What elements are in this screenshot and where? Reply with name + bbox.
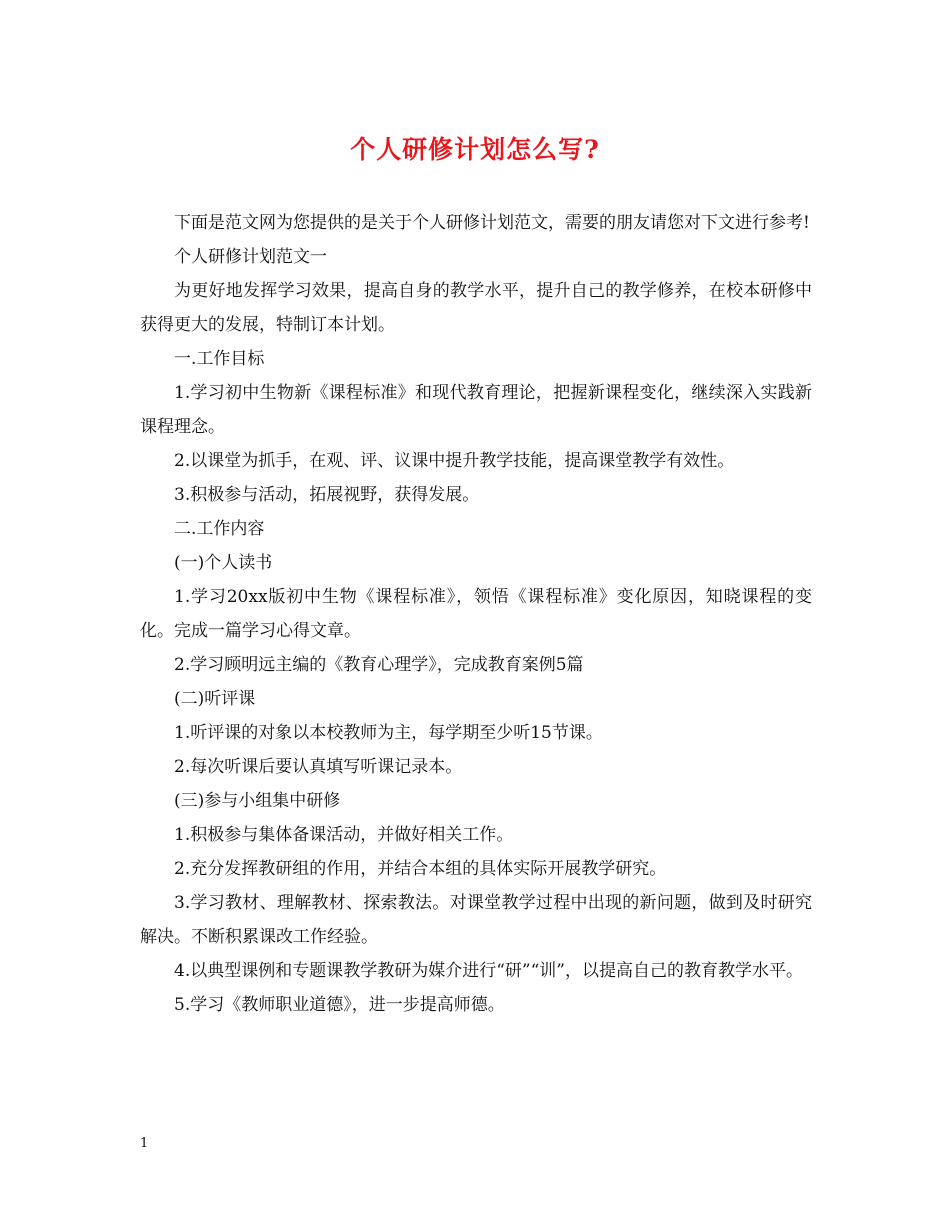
group-study-item-1: 1.积极参与集体备课活动，并做好相关工作。 bbox=[174, 825, 514, 845]
paragraph-intro: 下面是范文网为您提供的是关于个人研修计划范文，需要的朋友请您对下文进行参考! bbox=[174, 213, 810, 233]
page-number: 1 bbox=[140, 1136, 149, 1151]
goal-item-3: 3.积极参与活动，拓展视野，获得发展。 bbox=[174, 485, 480, 505]
lesson-review-item-1: 1.听评课的对象以本校教师为主，每学期至少听15节课。 bbox=[174, 723, 603, 743]
group-study-item-4: 4.以典型课例和专题课教学教研为媒介进行“研”“训”，以提高自己的教育教学水平。 bbox=[174, 961, 803, 981]
page-title: 个人研修计划怎么写? bbox=[350, 135, 600, 164]
subsection-heading-lesson-review: (二)听评课 bbox=[174, 689, 256, 709]
lesson-review-item-2: 2.每次听课后要认真填写听课记录本。 bbox=[174, 757, 463, 777]
section-heading-goals: 一.工作目标 bbox=[174, 349, 265, 369]
paragraph-purpose: 为更好地发挥学习效果，提高自身的教学水平，提升自己的教学修养，在校本研修中获得更大的发展，特制订本计划。 bbox=[140, 281, 812, 335]
goal-item-1: 1.学习初中生物新《课程标准》和现代教育理论，把握新课程变化，继续深入实践新课程理念。 bbox=[140, 383, 812, 437]
goal-item-2: 2.以课堂为抓手，在观、评、议课中提升教学技能，提高课堂教学有效性。 bbox=[174, 451, 735, 471]
group-study-item-3: 3.学习教材、理解教材、探索教法。对课堂教学过程中出现的新问题，做到及时研究解决。不断积累课改工作经验。 bbox=[140, 893, 812, 947]
section-heading-content: 二.工作内容 bbox=[174, 519, 265, 539]
group-study-item-2: 2.充分发挥教研组的作用，并结合本组的具体实际开展教学研究。 bbox=[174, 859, 667, 879]
document-body bbox=[140, 206, 812, 1022]
reading-item-1: 1.学习20xx版初中生物《课程标准》，领悟《课程标准》变化原因，知晓课程的变化。完成一篇学习心得文章。 bbox=[140, 587, 812, 641]
subsection-heading-group-study: (三)参与小组集中研修 bbox=[174, 791, 341, 811]
reading-item-2: 2.学习顾明远主编的《教育心理学》，完成教育案例5篇 bbox=[174, 655, 584, 675]
group-study-item-5: 5.学习《教师职业道德》，进一步提高师德。 bbox=[174, 995, 505, 1015]
paragraph-sample-heading: 个人研修计划范文一 bbox=[174, 247, 327, 267]
subsection-heading-reading: (一)个人读书 bbox=[174, 553, 273, 573]
